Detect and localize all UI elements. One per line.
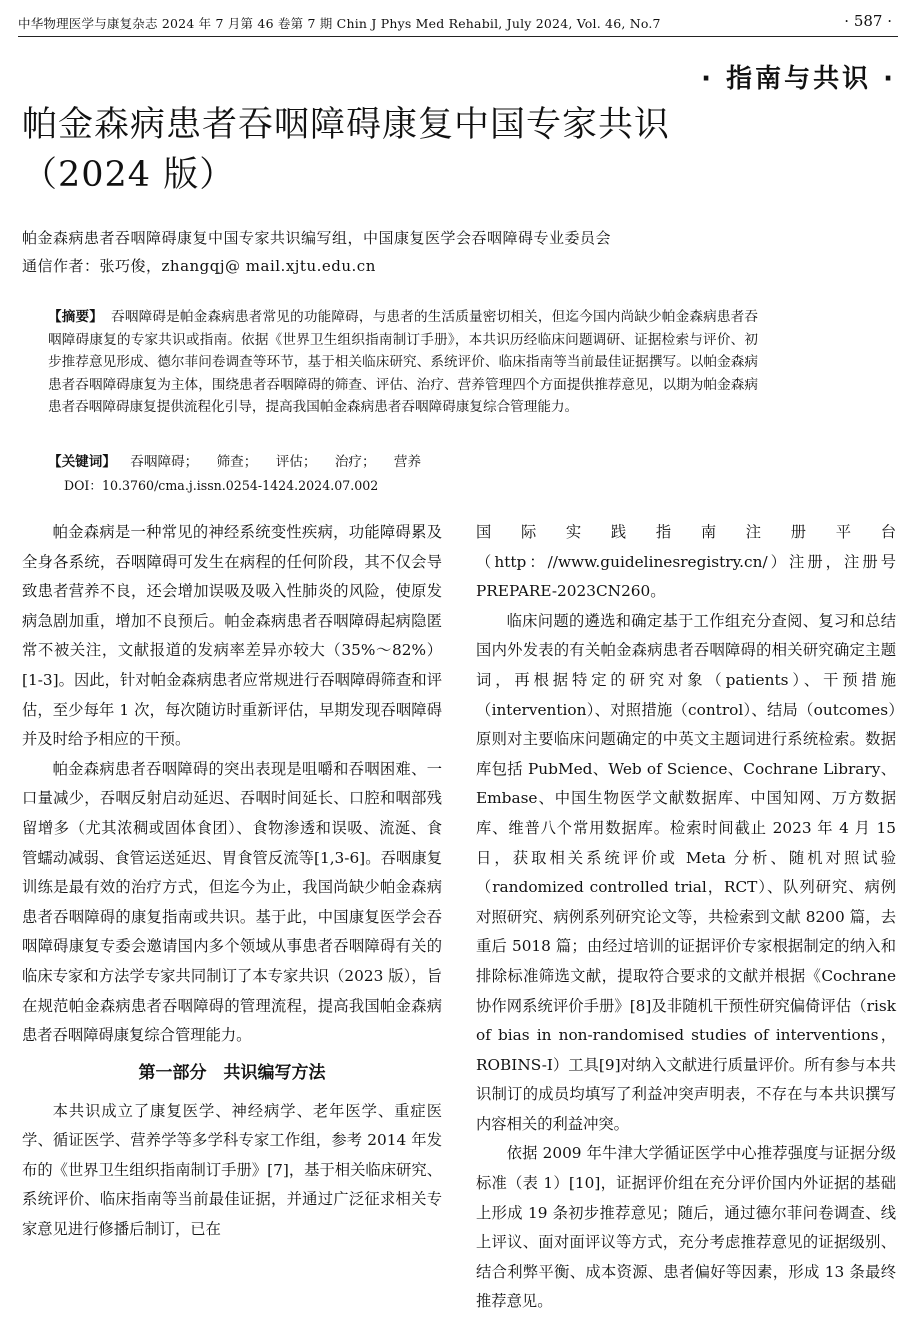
abstract bbox=[48, 306, 758, 419]
abstract-text: 吞咽障碍是帕金森病患者常见的功能障碍，与患者的生活质量密切相关，但迄今国内尚缺少帕金森病患者吞咽障碍康复的专家共识或指南。依据《世界卫生组织指南制订手册》，本共识历经临床问题调研、证据检索与评价、初步推荐意见形成、德尔菲问卷调查等环节，基于相关临床研究、系统评价、临床指南等当前最佳证据撰写。以帕金森病患者吞咽障碍康复为主体，围绕患者吞咽障碍的筛查、评估、治疗、营养管理四个方面提供推荐意见，以期为帕金森病患者吞咽障碍康复提供流程化引导，提高我国帕金森病患者吞咽障碍康复综合管理能力。 bbox=[48, 309, 759, 415]
author-block bbox=[22, 224, 611, 280]
correspondence: 通信作者：张巧俊，zhangqj@ mail.xjtu.edu.cn bbox=[22, 257, 376, 275]
keyword: 评估； bbox=[275, 454, 317, 470]
abstract-label: 【摘要】 bbox=[48, 309, 104, 325]
left-column bbox=[22, 518, 442, 1245]
article-title bbox=[22, 100, 882, 200]
keywords-label: 【关键词】 bbox=[48, 454, 116, 470]
journal-citation: 中华物理医学与康复杂志 2024 年 7 月第 46 卷第 7 期 Chin J Phys Med Rehabil, July 2024, Vol. 46, No.7 bbox=[18, 16, 661, 31]
right-column bbox=[476, 518, 896, 1317]
body-paragraph: 帕金森病是一种常见的神经系统变性疾病，功能障碍累及全身各系统，吞咽障碍可发生在病程的任何阶段，其不仅会导致患者营养不良，还会增加误吸及吸入性肺炎的风险，使原发病急剧加重，增加不良预后。帕金森病患者吞咽障碍起病隐匿常不被关注，文献报道的发病率差异亦较大（35%～82%）[1-3]。因此，针对帕金森病患者应常规进行吞咽障碍筛查和评估，至少每年 1 次，每次随访时重新评估，早期发现吞咽障碍并及时给予相应的干预。 bbox=[22, 523, 442, 749]
body-paragraph: 本共识成立了康复医学、神经病学、老年医学、重症医学、循证医学、营养学等多学科专家工作组，参考 2014 年发布的《世界卫生组织指南制订手册》[7]，基于相关临床研究、系统评价、临床指南等当前最佳证据，并通过广泛征求相关专家意见进行修播后制订，已在 bbox=[22, 1101, 442, 1239]
body-paragraph: 临床问题的遴选和确定基于工作组充分查阅、复习和总结国内外发表的有关帕金森病患者吞咽障碍的相关研究确定主题词，再根据特定的研究对象（patients）、干预措施（intervention）、对照措施（control）、结局（outcomes）原则对主要临床问题确定的中英文主题词进行系统检索。数据库包括 PubMed、Web of Science、Cochrane Library、Embase、中国生物医学文献数据库、中国知网、万方数据库、维普八个常用数据库。检索时间截止 2023 年 4 月 15 日，获取相关系统评价或 Meta 分析、随机对照试验（randomized controlled trial，RCT）、队列研究、病例对照研究、病例系列研究论文等，共检索到文献 8200 篇，去重后 5018 篇；由经过培训的证据评价专家根据制定的纳入和排除标准筛选文献，提取符合要求的文献并根据《Cochrane 协作网系统评价手册》[8]及非随机干预性研究偏倚评估（risk of bias in non-randomised studies of interventions，ROBINS-I）工具[9]对纳入文献进行质量评价。所有参与本共识制订的成员均填写了利益冲突声明表，不存在与本共识撰写内容相关的利益冲突。 bbox=[476, 611, 896, 1133]
page-number: · 587 · bbox=[844, 12, 892, 30]
doi: DOI：10.3760/cma.j.issn.0254-1424.2024.07.002 bbox=[64, 478, 379, 493]
title-line-2: （2024 版） bbox=[22, 155, 236, 195]
running-header bbox=[18, 10, 898, 37]
body-paragraph: 依据 2009 年牛津大学循证医学中心推荐强度与证据分级标准（表 1）[10]，证据评价组在充分评价国内外证据的基础上形成 19 条初步推荐意见；随后，通过德尔菲问卷调查、线上评议、面对面评议等方式，充分考虑推荐意见的证据级别、结合利弊平衡、成本资源、患者偏好等因素，形成 13 条最终推荐意见。 bbox=[476, 1144, 896, 1311]
keyword: 筛查； bbox=[216, 454, 258, 470]
section-tag: · 指南与共识 · bbox=[701, 64, 896, 94]
keyword: 吞咽障碍； bbox=[130, 454, 199, 470]
keywords bbox=[48, 451, 435, 473]
title-line-1: 帕金森病患者吞咽障碍康复中国专家共识 bbox=[22, 105, 671, 145]
body-paragraph: 帕金森病患者吞咽障碍的突出表现是咀嚼和吞咽困难、一口量减少，吞咽反射启动延迟、吞咽时间延长、口腔和咽部残留增多（尤其浓稠或固体食团）、食物渗透和误吸、流涎、食管蠕动减弱、食管运送延迟、胃食管反流等[1,3-6]。吞咽康复训练是最有效的治疗方式，但迄今为止，我国尚缺少帕金森病患者吞咽障碍的康复指南或共识。基于此，中国康复医学会吞咽障碍康复专委会邀请国内多个领域从事患者吞咽障碍有关的临床专家和方法学专家共同制订了本专家共识（2023 版），旨在规范帕金森病患者吞咽障碍的管理流程，提高我国帕金森病患者吞咽障碍康复综合管理能力。 bbox=[22, 759, 442, 1045]
body-paragraph: 国际实践指南注册平台（http：//www.guidelinesregistry.cn/）注册，注册号 PREPARE-2023CN260。 bbox=[476, 523, 896, 601]
section-heading: 第一部分 共识编写方法 bbox=[138, 1062, 326, 1083]
keyword: 治疗； bbox=[334, 454, 376, 470]
keyword: 营养 bbox=[393, 454, 422, 470]
authors: 帕金森病患者吞咽障碍康复中国专家共识编写组，中国康复医学会吞咽障碍专业委员会 bbox=[22, 229, 612, 247]
